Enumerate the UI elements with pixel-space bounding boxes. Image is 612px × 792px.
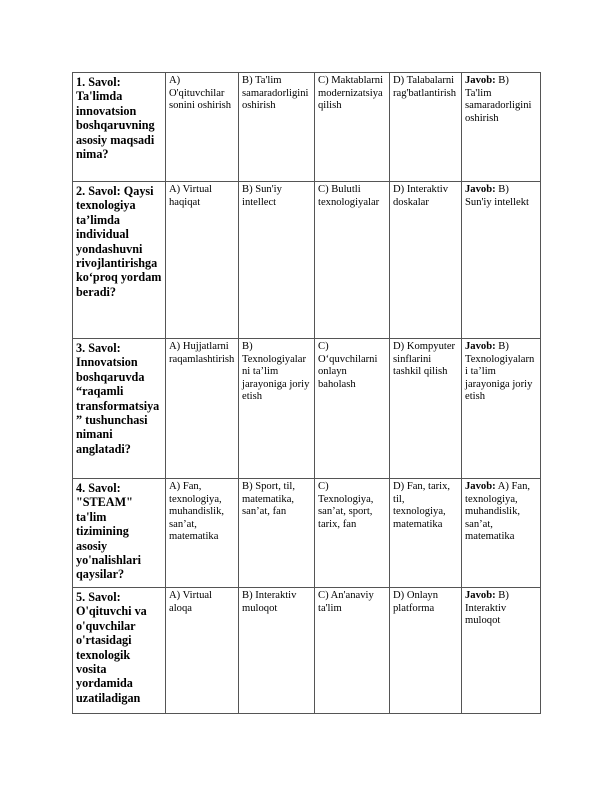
question-text: "STEAM" ta'lim tizimining asosiy yo'nalishlari qaysilar? bbox=[76, 495, 142, 582]
option-a-cell: A) O'qituvchilar sonini oshirish bbox=[166, 73, 239, 182]
question-row-1 bbox=[73, 73, 541, 182]
question-number: 2. Savol: bbox=[76, 184, 121, 198]
answer-cell bbox=[462, 479, 541, 588]
option-b-cell: B) Interaktiv muloqot bbox=[239, 588, 315, 714]
question-cell bbox=[73, 588, 166, 714]
option-c-cell: C) Texnologiya, san’at, sport, tarix, fan bbox=[315, 479, 390, 588]
question-text: Ta'limda innovatsion boshqaruvning asosiy maqsadi nima? bbox=[76, 89, 155, 162]
question-number: 3. Savol: bbox=[76, 341, 121, 355]
question-row-2 bbox=[73, 182, 541, 339]
option-c-cell: C) O‘quvchilarni onlayn baholash bbox=[315, 339, 390, 479]
question-cell bbox=[73, 182, 166, 339]
answer-label: Javob: bbox=[465, 184, 496, 195]
answer-label: Javob: bbox=[465, 590, 496, 601]
question-cell bbox=[73, 479, 166, 588]
question-text: O'qituvchi va o'quvchilar o'rtasidagi texnologik vosita yordamida uzatiladigan bbox=[76, 604, 147, 705]
answer-text: B) Interaktiv muloqot bbox=[465, 590, 509, 627]
quiz-table bbox=[72, 72, 541, 714]
option-d-cell: D) Onlayn platforma bbox=[390, 588, 462, 714]
answer-label: Javob: bbox=[465, 481, 496, 492]
question-number: 1. Savol: bbox=[76, 75, 121, 89]
answer-text: B) Ta'lim samaradorligini oshirish bbox=[465, 75, 532, 124]
option-c-cell: C) Bulutli texnologiyalar bbox=[315, 182, 390, 339]
answer-label: Javob: bbox=[465, 341, 496, 352]
option-b-cell: B) Sun'iy intellect bbox=[239, 182, 315, 339]
answer-cell bbox=[462, 182, 541, 339]
question-row-4 bbox=[73, 479, 541, 588]
question-row-3 bbox=[73, 339, 541, 479]
answer-cell bbox=[462, 588, 541, 714]
option-d-cell: D) Talabalarni rag'batlantirish bbox=[390, 73, 462, 182]
question-number: 5. Savol: bbox=[76, 590, 121, 604]
answer-text: A) Fan, texnologiya, muhandislik, san’at, matematika bbox=[465, 481, 531, 543]
option-b-cell: B) Ta'lim samaradorligini oshirish bbox=[239, 73, 315, 182]
answer-text: B) Texnologiyalarni ta’lim jarayoniga joriy etish bbox=[465, 341, 535, 403]
answer-cell bbox=[462, 339, 541, 479]
option-b-cell: B) Texnologiyalarni ta’lim jarayoniga joriy etish bbox=[239, 339, 315, 479]
answer-cell bbox=[462, 73, 541, 182]
question-number: 4. Savol: bbox=[76, 481, 121, 495]
answer-label: Javob: bbox=[465, 75, 496, 86]
option-b-cell: B) Sport, til, matematika, san’at, fan bbox=[239, 479, 315, 588]
option-a-cell: A) Hujjatlarni raqamlashtirish bbox=[166, 339, 239, 479]
question-row-5 bbox=[73, 588, 541, 714]
question-cell bbox=[73, 73, 166, 182]
question-text: Qaysi texnologiya ta’limda individual yondashuvni rivojlantirishga ko‘proq yordam beradi? bbox=[76, 184, 162, 299]
option-c-cell: C) An'anaviy ta'lim bbox=[315, 588, 390, 714]
option-a-cell: A) Virtual aloqa bbox=[166, 588, 239, 714]
question-text: Innovatsion boshqaruvda “raqamli transformatsiya” tushunchasi nimani anglatadi? bbox=[76, 355, 160, 456]
option-d-cell: D) Kompyuter sinflarini tashkil qilish bbox=[390, 339, 462, 479]
option-d-cell: D) Interaktiv doskalar bbox=[390, 182, 462, 339]
answer-text: B) Sun'iy intellekt bbox=[465, 184, 529, 208]
option-d-cell: D) Fan, tarix, til, texnologiya, matematika bbox=[390, 479, 462, 588]
option-c-cell: C) Maktablarni modernizatsiya qilish bbox=[315, 73, 390, 182]
option-a-cell: A) Fan, texnologiya, muhandislik, san’at, matematika bbox=[166, 479, 239, 588]
question-cell bbox=[73, 339, 166, 479]
option-a-cell: A) Virtual haqiqat bbox=[166, 182, 239, 339]
